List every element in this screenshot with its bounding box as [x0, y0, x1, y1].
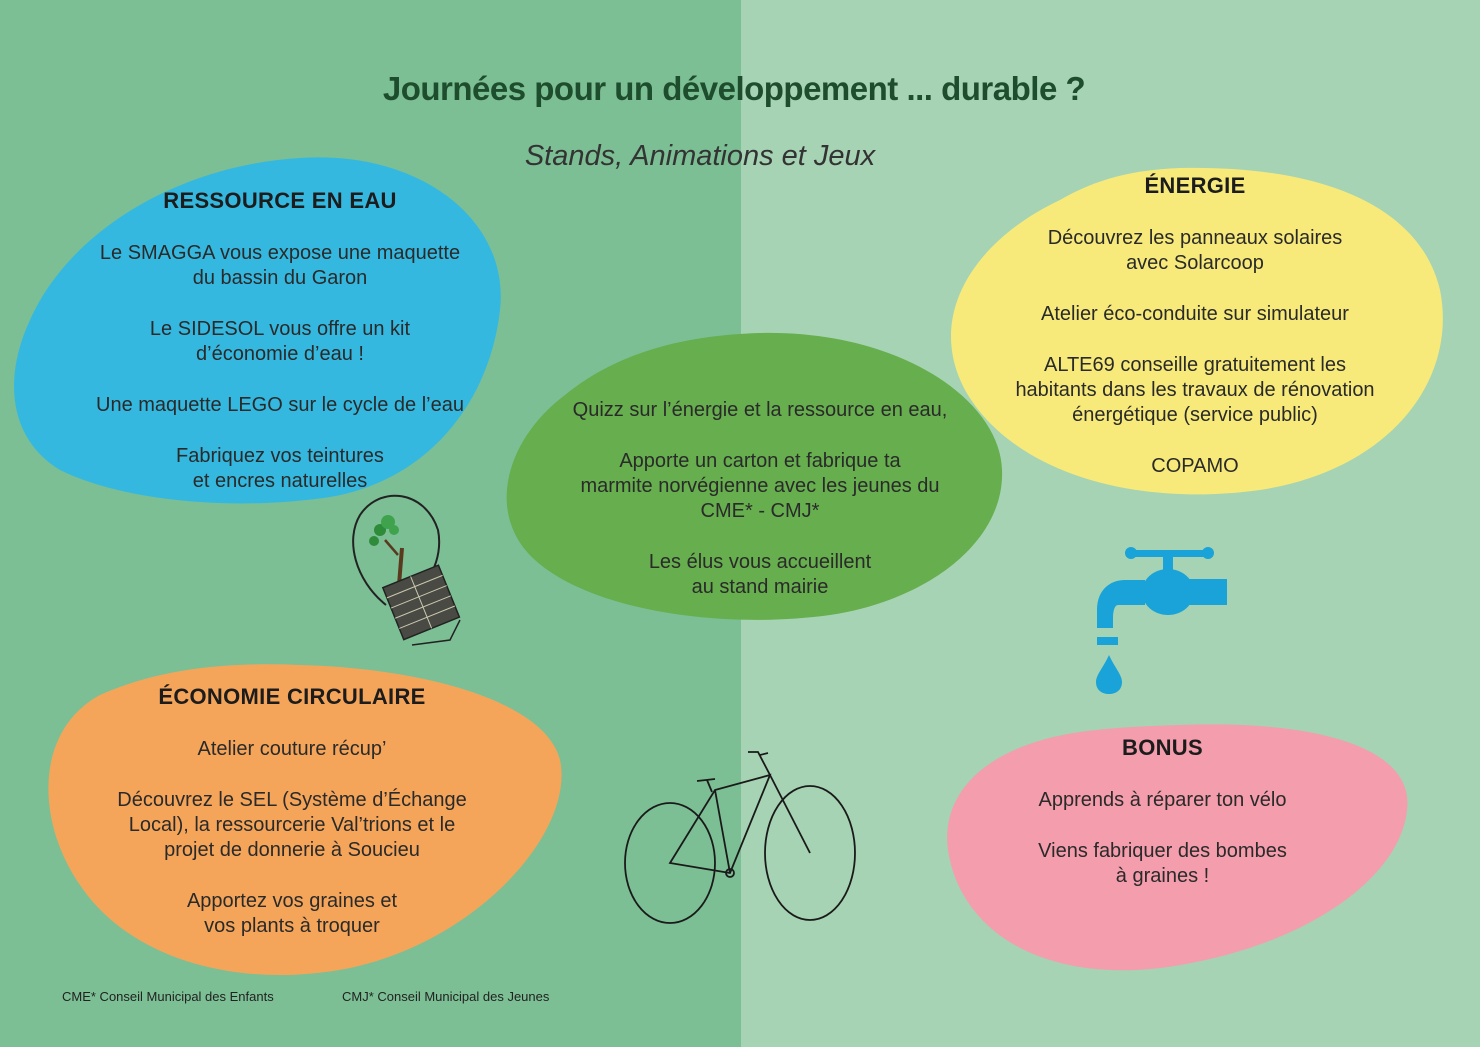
water-item-smagga: Le SMAGGA vous expose une maquette du bassin du Garon	[99, 242, 461, 289]
energy-section	[995, 173, 1395, 505]
footnote-cmj: CMJ* Conseil Municipal des Jeunes	[342, 989, 550, 1004]
water-item-sidesol: Le SIDESOL vous offre un kit d’économie d’eau !	[149, 318, 411, 365]
center-item-mairie: Les élus vous accueillent au stand mairie	[648, 551, 872, 598]
circular-item-couture: Atelier couture récup’	[197, 738, 387, 760]
water-heading: RESSOURCE EN EAU	[163, 188, 397, 213]
footnote-cme: CME* Conseil Municipal des Enfants	[62, 989, 274, 1004]
center-section	[550, 398, 970, 626]
energy-item-alte69: ALTE69 conseille gratuitement les habitants dans les travaux de rénovation énergétique (service public)	[1015, 354, 1375, 426]
water-item-dyes: Fabriquez vos teintures et encres naturelles	[176, 445, 384, 492]
page-subtitle: Stands, Animations et Jeux	[524, 140, 876, 172]
bicycle-icon	[625, 752, 855, 923]
circular-item-graines: Apportez vos graines et vos plants à troquer	[186, 890, 398, 937]
energy-item-solar: Découvrez les panneaux solaires avec Solarcoop	[1047, 227, 1343, 274]
energy-heading: ÉNERGIE	[1144, 173, 1246, 198]
energy-item-copamo: COPAMO	[1151, 455, 1239, 477]
bonus-item-velo: Apprends à réparer ton vélo	[1038, 789, 1287, 811]
circular-item-sel: Découvrez le SEL (Système d’Échange Local), la ressourcerie Val’trions et le projet de donnerie à Soucieu	[117, 789, 467, 861]
bonus-section	[980, 735, 1345, 915]
circular-heading: ÉCONOMIE CIRCULAIRE	[158, 684, 426, 709]
water-section	[80, 188, 480, 520]
center-item-quiz: Quizz sur l’énergie et la ressource en eau,	[572, 399, 948, 421]
energy-item-ecodriving: Atelier éco-conduite sur simulateur	[1041, 303, 1349, 325]
water-tap-icon	[1096, 547, 1227, 694]
center-item-carton: Apporte un carton et fabrique ta marmite norvégienne avec les jeunes du CME* - CMJ*	[580, 450, 940, 522]
water-item-lego: Une maquette LEGO sur le cycle de l’eau	[96, 394, 464, 416]
circular-section	[92, 684, 492, 965]
page-title: Journées pour un développement ... durable ?	[382, 70, 1086, 107]
bonus-item-bombes: Viens fabriquer des bombes à graines !	[1038, 840, 1287, 887]
bonus-heading: BONUS	[1122, 735, 1203, 760]
